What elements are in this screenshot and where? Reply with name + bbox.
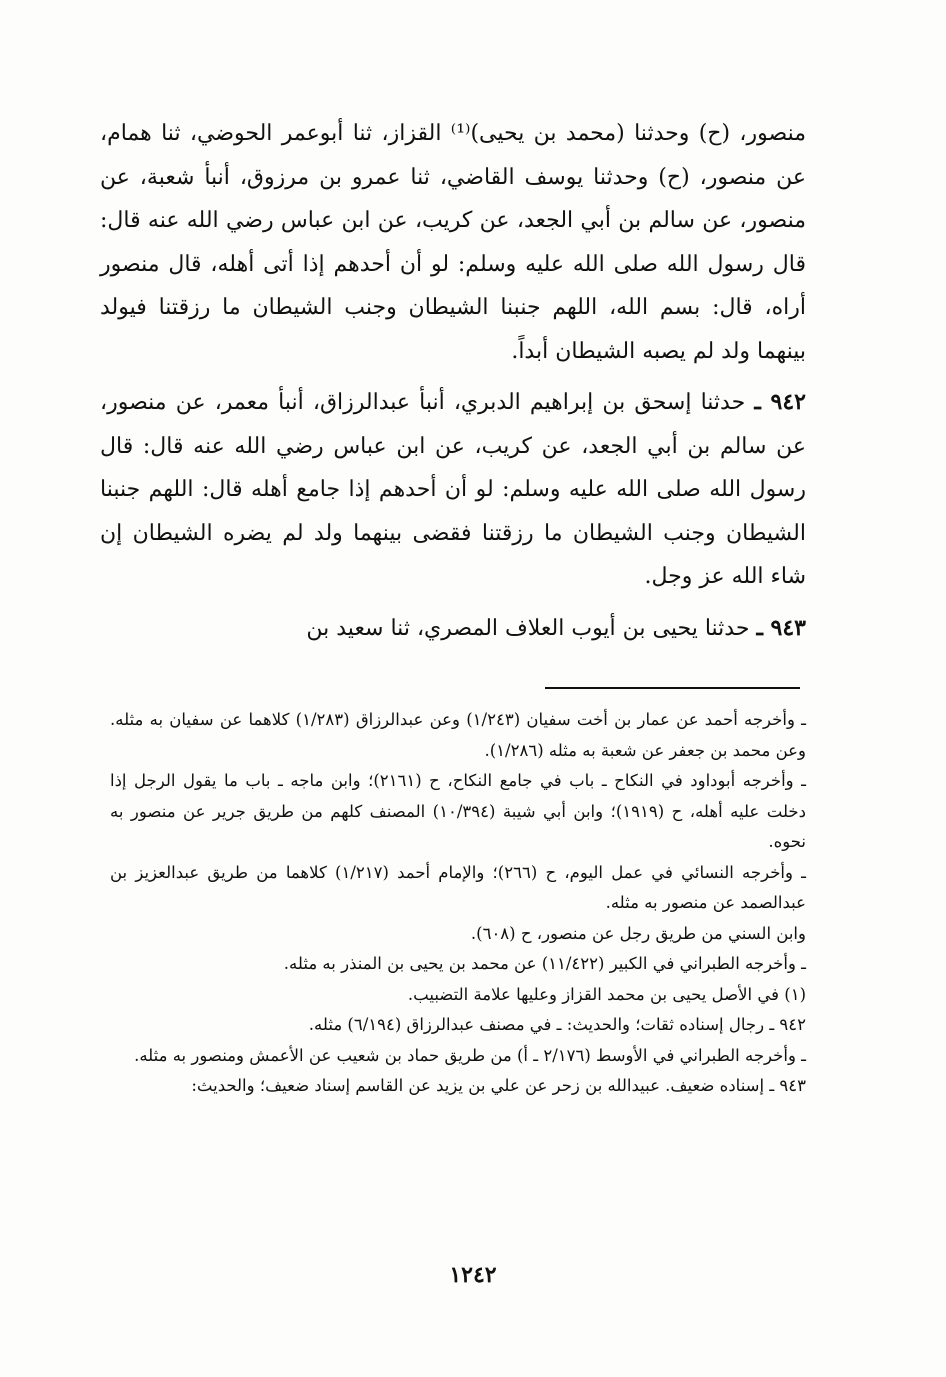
- hadith-number: ٩٤٣ ـ: [756, 614, 806, 641]
- footnote: ـ وأخرجه النسائي في عمل اليوم، ح (٢٦٦)؛ والإمام أحمد (١/٢١٧) كلاهما من طريق عبدالعزيز بن عبدالصمد عن منصور به مثله.: [110, 862, 806, 912]
- main-text: [100, 112, 806, 650]
- footnote: ٩٤٣ ـ إسناده ضعيف. عبيدالله بن زحر عن علي بن يزيد عن القاسم إسناد ضعيف؛ والحديث:: [191, 1076, 806, 1095]
- page-number: ١٢٤٢: [449, 1262, 497, 1288]
- footnote: ٩٤٢ ـ رجال إسناده ثقات؛ والحديث: ـ في مصنف عبدالرزاق (٦/١٩٤) مثله.: [308, 1015, 806, 1034]
- footnote-separator: [545, 687, 800, 689]
- hadith-943: [100, 607, 806, 651]
- footnote: (١) في الأصل يحيى بن محمد القزاز وعليها علامة التضبيب.: [407, 984, 806, 1004]
- footnotes: [110, 705, 806, 1102]
- hadith-942: [100, 381, 806, 599]
- footnote: ـ وأخرجه أبوداود في النكاح ـ باب في جامع النكاح، ح (٢١٦١)؛ وابن ماجه ـ باب ما يقول الرجل إذا دخلت عليه أهله، ح (١٩١٩)؛ وابن أبي شيبة (١٠/٣٩٤) المصنف كلهم من طريق جرير عن منصور به نحوه.: [110, 771, 806, 851]
- footnote: ـ وأخرجه أحمد عن عمار بن أخت سفيان (١/٢٤٣) وعن عبدالرزاق (١/٢٨٣) كلاهما عن سفيان به مثله. وعن محمد بن جعفر عن شعبة به مثله (١/٢٨٦).: [110, 710, 806, 760]
- hadith-text: حدثنا إسحق بن إبراهيم الدبري، أنبأ عبدالرزاق، أنبأ معمر، عن منصور، عن سالم بن أبي الجعد، عن كريب، عن ابن عباس رضي الله عنه قال: قال رسول الله صلى الله عليه وسلم: لو أن أحدهم إذا جامع أهله قال: اللهم جنبنا الشيطان وجنب الشيطان ما رزقتنا فقضى بينهما ولد لم يضره الشيطان إن شاء الله عز وجل.: [100, 390, 806, 589]
- paragraph-continuation: منصور، (ح) وحدثنا (محمد بن يحيى)⁽¹⁾ القزاز، ثنا أبوعمر الحوضي، ثنا همام، عن منصور، (ح) وحدثنا يوسف القاضي، ثنا عمرو بن مرزوق، أنبأ شعبة، عن منصور، عن سالم بن أبي الجعد، عن كريب، عن ابن عباس رضي الله عنه قال: قال رسول الله صلى الله عليه وسلم: لو أن أحدهم إذا أتى أهله، قال منصور أراه، قال: بسم الله، اللهم جنبنا الشيطان وجنب الشيطان ما رزقتنا فيولد بينهما ولد لم يصبه الشيطان أبداً.: [100, 121, 807, 364]
- footnote: وابن السني من طريق رجل عن منصور، ح (٦٠٨).: [470, 923, 806, 943]
- hadith-text: حدثنا يحيى بن أيوب العلاف المصري، ثنا سعيد بن: [306, 615, 750, 641]
- footnote: ـ وأخرجه الطبراني في الأوسط (٢/١٧٦ ـ أ) من طريق حماد بن شعيب عن الأعمش ومنصور به مثله.: [134, 1045, 806, 1065]
- hadith-number: ٩٤٢ ـ: [754, 389, 806, 415]
- footnote: ـ وأخرجه الطبراني في الكبير (١١/٤٢٢) عن محمد بن يحيى بن المنذر به مثله.: [283, 954, 806, 973]
